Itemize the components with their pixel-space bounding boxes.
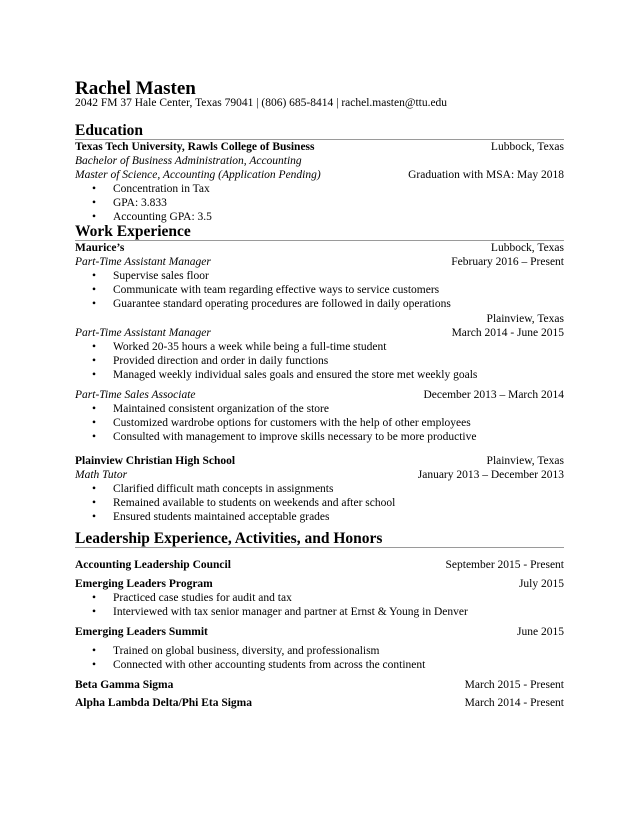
bullet-icon: •: [92, 511, 97, 523]
education-school-row: [75, 142, 564, 154]
employer-name: Maurice’s: [75, 242, 125, 254]
honor-dates: June 2015: [517, 626, 564, 638]
bullet-icon: •: [92, 355, 97, 367]
list-item: • Remained available to students on weekends and after school: [92, 497, 396, 509]
bullet-icon: •: [92, 659, 97, 671]
list-item: • Supervise sales floor: [92, 270, 209, 282]
role-location: Plainview, Texas: [486, 313, 564, 325]
honor-name: Alpha Lambda Delta/Phi Eta Sigma: [75, 697, 252, 709]
honor-row: [75, 627, 564, 639]
role-row: [75, 470, 564, 482]
bullet-icon: •: [92, 284, 97, 296]
degree-row: [75, 156, 564, 168]
list-item: • Managed weekly individual sales goals and ensured the store met weekly goals: [92, 369, 478, 381]
leadership-heading: Leadership Experience, Activities, and Honors: [75, 530, 383, 547]
bullet-icon: •: [92, 417, 97, 429]
work-rule: [75, 240, 564, 241]
role-row: [75, 390, 564, 402]
bullet-icon: •: [92, 606, 97, 618]
bullet-icon: •: [92, 403, 97, 415]
leadership-rule: [75, 547, 564, 548]
role-dates: December 2013 – March 2014: [423, 389, 564, 401]
education-heading: Education: [75, 122, 144, 139]
list-item: • Connected with other accounting students from across the continent: [92, 659, 426, 671]
list-item: • GPA: 3.833: [92, 197, 167, 209]
list-item: • Interviewed with tax senior manager and partner at Ernst & Young in Denver: [92, 606, 468, 618]
honor-dates: July 2015: [518, 578, 564, 590]
employer-location: Lubbock, Texas: [490, 242, 564, 254]
role-title: Part-Time Assistant Manager: [75, 256, 211, 268]
bullet-icon: •: [92, 431, 97, 443]
employer-name: Plainview Christian High School: [75, 455, 236, 467]
school-location: Lubbock, Texas: [490, 141, 564, 153]
list-item: • Accounting GPA: 3.5: [92, 211, 212, 223]
role-row: [75, 328, 564, 340]
bullet-icon: •: [92, 298, 97, 310]
list-item: • Communicate with team regarding effective ways to service customers: [92, 284, 440, 296]
list-item: • Trained on global business, diversity, and professionalism: [92, 645, 380, 657]
degree-row: [75, 170, 564, 182]
bullet-icon: •: [92, 483, 97, 495]
role-title: Part-Time Assistant Manager: [75, 327, 211, 339]
role-dates: February 2016 – Present: [451, 256, 564, 268]
work-heading: Work Experience: [75, 223, 191, 240]
list-item: • Practiced case studies for audit and tax: [92, 592, 292, 604]
honor-row: [75, 560, 564, 572]
honor-dates: March 2015 - Present: [464, 679, 564, 691]
bullet-icon: •: [92, 497, 97, 509]
school-name: Texas Tech University, Rawls College of Business: [75, 141, 315, 153]
bullet-icon: •: [92, 369, 97, 381]
role-title: Part-Time Sales Associate: [75, 389, 196, 401]
list-item: • Provided direction and order in daily functions: [92, 355, 329, 367]
honor-name: Accounting Leadership Council: [75, 559, 231, 571]
education-rule: [75, 139, 564, 140]
honor-row: [75, 680, 564, 692]
name-heading: Rachel Masten: [75, 78, 196, 99]
honor-name: Emerging Leaders Program: [75, 578, 213, 590]
list-item: • Concentration in Tax: [92, 183, 210, 195]
honor-name: Beta Gamma Sigma: [75, 679, 174, 691]
honor-row: [75, 579, 564, 591]
list-item: • Consulted with management to improve skills necessary to be more productive: [92, 431, 477, 443]
honor-dates: March 2014 - Present: [464, 697, 564, 709]
bullet-icon: •: [92, 645, 97, 657]
honor-dates: September 2015 - Present: [445, 559, 564, 571]
role-dates: January 2013 – December 2013: [417, 469, 564, 481]
employer-row: [75, 243, 564, 255]
honor-row: [75, 698, 564, 710]
employer-location: Plainview, Texas: [486, 455, 564, 467]
bullet-icon: •: [92, 197, 97, 209]
contact-line: 2042 FM 37 Hale Center, Texas 79041 | (806) 685-8414 | rachel.masten@ttu.edu: [75, 97, 448, 109]
list-item: • Worked 20-35 hours a week while being a full-time student: [92, 341, 387, 353]
bullet-icon: •: [92, 592, 97, 604]
bullet-icon: •: [92, 270, 97, 282]
bullet-icon: •: [92, 341, 97, 353]
list-item: • Maintained consistent organization of the store: [92, 403, 329, 415]
role-row: [75, 257, 564, 269]
graduation-date: Graduation with MSA: May 2018: [408, 169, 564, 181]
list-item: • Clarified difficult math concepts in assignments: [92, 483, 334, 495]
employer-row: [75, 456, 564, 468]
degree-msa: Master of Science, Accounting (Application Pending): [75, 169, 321, 181]
list-item: • Ensured students maintained acceptable grades: [92, 511, 330, 523]
bullet-icon: •: [92, 211, 97, 223]
list-item: • Customized wardrobe options for customers with the help of other employees: [92, 417, 471, 429]
list-item: • Guarantee standard operating procedures are followed in daily operations: [92, 298, 451, 310]
honor-name: Emerging Leaders Summit: [75, 626, 208, 638]
degree-bba: Bachelor of Business Administration, Accounting: [75, 155, 302, 167]
role-title: Math Tutor: [75, 469, 128, 481]
role-dates: March 2014 - June 2015: [451, 327, 564, 339]
bullet-icon: •: [92, 183, 97, 195]
location-row: [75, 314, 564, 326]
